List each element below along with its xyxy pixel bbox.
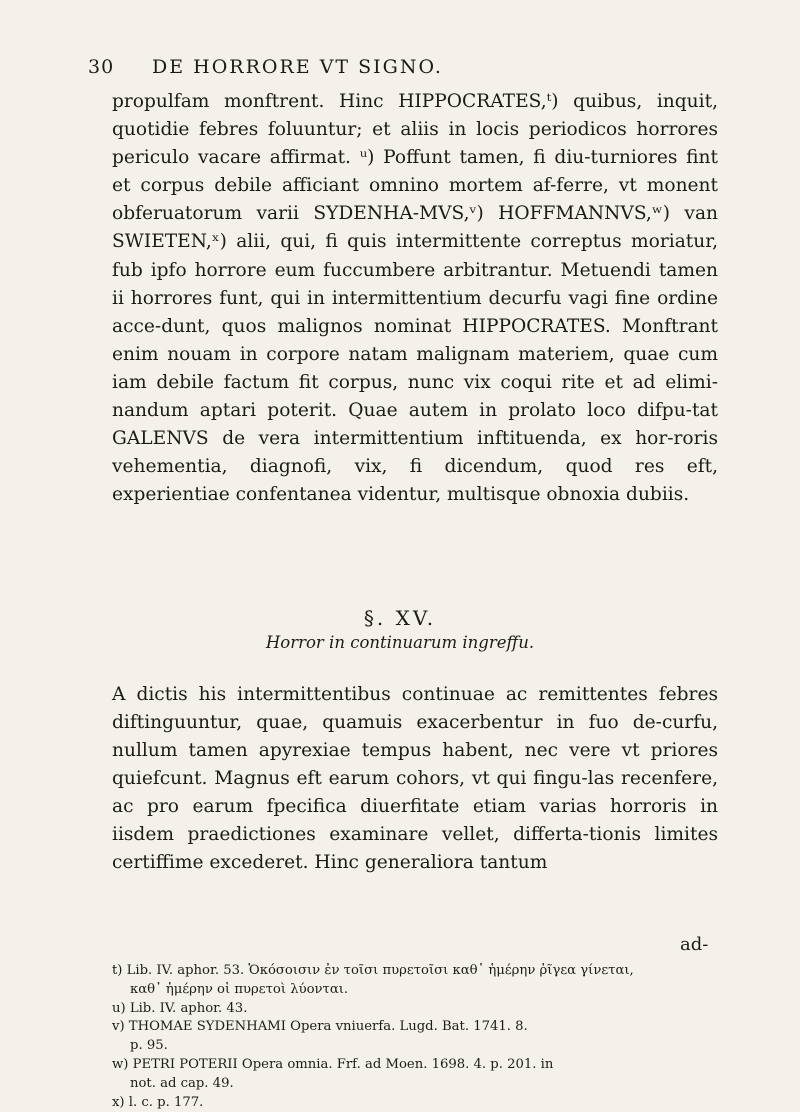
page-number: 30	[88, 56, 115, 78]
footnote-line: x) l. c. p. 177.	[112, 1094, 204, 1110]
footnote-line: u) Lib. IV. aphor. 43.	[112, 1000, 248, 1016]
footnote-line: w) PETRI POTERII Opera omnia. Frf. ad Moen. 1698. 4. p. 201. in	[112, 1056, 554, 1072]
footnote-line: v) THOMAE SYDENHAMI Opera vniuerfa. Lugd. Bat. 1741. 8.	[112, 1019, 528, 1035]
footnote-line: t) Lib. IV. aphor. 53. Ὁκόσοισιν ἐν τοῖσι πυρετοῖσι καθ᾽ ἡμέρην ῥῖγεα γίνεται,	[112, 963, 634, 978]
footnotes	[112, 962, 722, 1112]
footnote-line: not. ad cap. 49.	[130, 1075, 234, 1091]
running-title: DE HORRORE VT SIGNO.	[152, 56, 443, 78]
paragraph-2: A dictis his intermittentibus continuae ac remittentes febres diftinguuntur, quae, quamuis exacerbentur in fuo de-curfu, nullum tamen apyrexiae tempus habent, nec vere vt priores quiefcunt. Magnus eft earum cohors, vt qui fingu-las recenfere, ac pro earum fpecifica diuerfitate etiam varias horroris in iisdem praedictiones examinare vellet, differta-tionis limites certiffime excederet. Hinc generaliora tantum	[112, 683, 718, 874]
main-text-block-2	[112, 662, 718, 896]
paragraph-1: propulfam monftrent. Hinc HIPPOCRATES,ᵗ) quibus, inquit, quotidie febres foluuntur; et aliis in locis periodicos horrores periculo vacare affirmat. ᵘ) Poffunt tamen, fi diu-turniores fint et corpus debile afficiant omnino mortem af-ferre, vt monent obferuatorum varii SYDENHA-MVS,ᵛ) HOFFMANNVS,ʷ) van SWIETEN,ˣ) alii, qui, fi quis intermittente correptus moriatur, fub ipfo horrore eum fuccumbere arbitrantur. Metuendi tamen ii horrores funt, qui in intermittentium decurfu vagi fine ordine acce-dunt, quos malignos nominat HIPPOCRATES. Monftrant enim nouam in corpore natam malignam materiem, quae cum iam debile factum fit corpus, nunc vix coqui rite et ad elimi-nandum aptari poterit. Quae autem in prolato loco difpu-tat GALENVS de vera intermittentium inftituenda, ex hor-roris vehementia, diagnofi, vix, fi dicendum, quod res eft, experientiae confentanea videntur, multisque obnoxia dubiis.	[112, 91, 718, 506]
running-header	[88, 54, 708, 84]
footnote-line: καθ᾽ ἡμέρην οἱ πυρετοὶ λύονται.	[130, 981, 349, 997]
main-text-block	[112, 88, 718, 509]
section-subtitle: Horror in continuarum ingreffu.	[265, 633, 535, 652]
footnote-line: p. 95.	[130, 1038, 168, 1054]
section-heading: §. XV.	[363, 606, 437, 630]
catchword: ad-	[680, 934, 709, 955]
